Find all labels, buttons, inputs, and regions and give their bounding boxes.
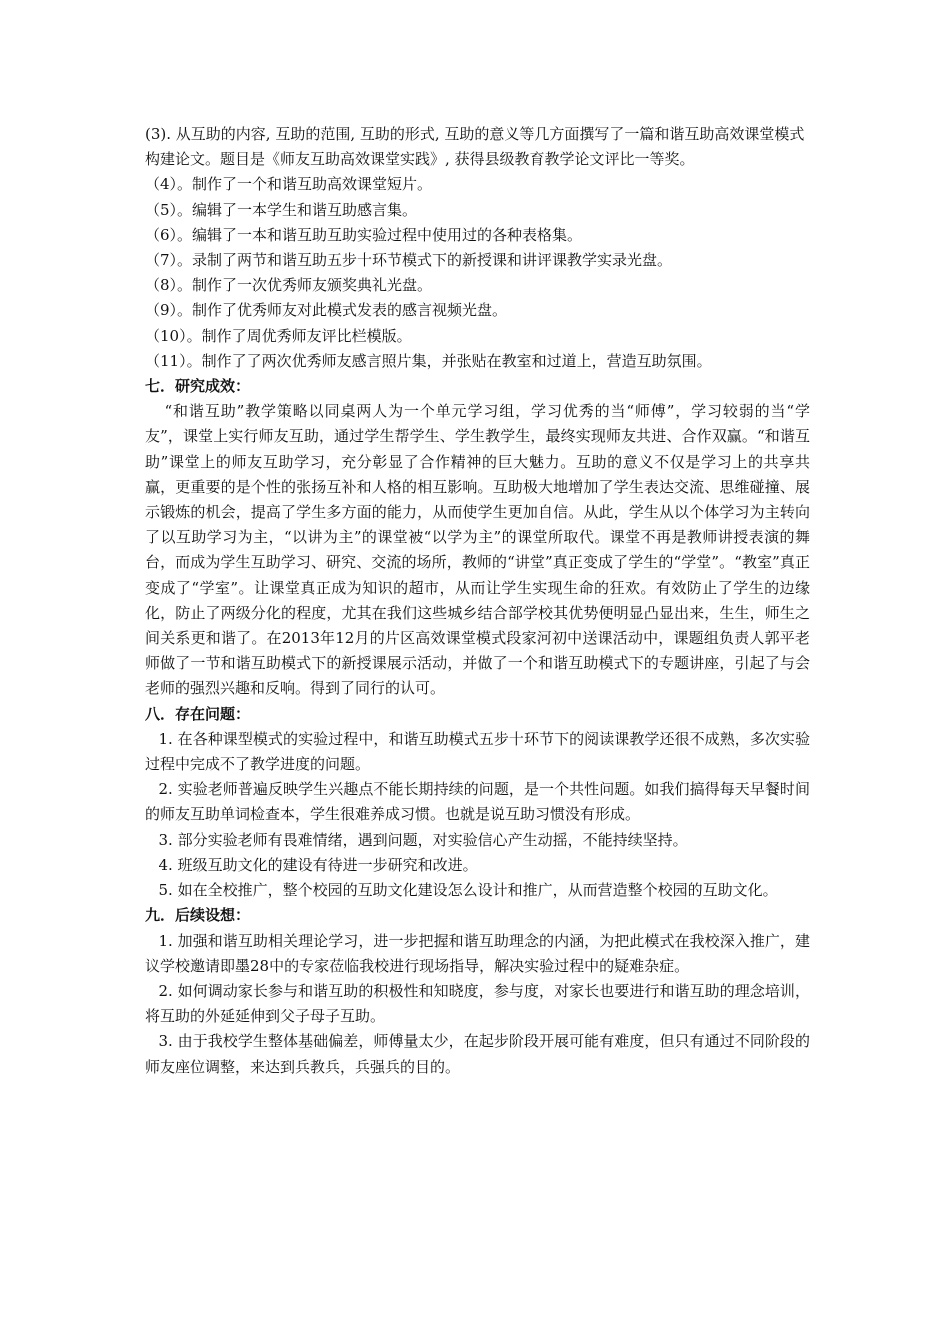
list-item: （10）。制作了周优秀师友评比栏模版。 <box>145 326 412 345</box>
list-item: （7）。录制了两节和谐互助五步十环节模式下的新授课和讲评课教学实录光盘。 <box>145 251 673 270</box>
problem-item: 3. 部分实验老师有畏难情绪，遇到问题，对实验信心产生动摇，不能持续坚持。 <box>158 830 688 849</box>
list-item: (3). 从互助的内容, 互助的范围, 互助的形式, 互助的意义等几方面撰写了一篇和谐互助高效课堂模式构建论文。题目是《师友互助高效课堂实践》, 获得县级教育教学论文评比一等奖。 <box>145 125 805 169</box>
plan-item: 3. 由于我校学生整体基础偏差，师傅量太少，在起步阶段开展可能有难度，但只有通过不同阶段的师友座位调整，来达到兵教兵，兵强兵的目的。 <box>145 1032 810 1076</box>
section-heading-results: 七．研究成效： <box>145 377 251 396</box>
problem-item: 5. 如在全校推广，整个校园的互助文化建设怎么设计和推广，从而营造整个校园的互助文化。 <box>158 881 778 900</box>
document-body <box>145 122 810 1080</box>
achievement-list <box>145 122 810 374</box>
list-item: （11）。制作了了两次优秀师友感言照片集，并张贴在教室和过道上，营造互助氛围。 <box>145 351 712 370</box>
list-item: （9）。制作了优秀师友对此模式发表的感言视频光盘。 <box>145 301 508 320</box>
section-heading-plans: 九．后续设想： <box>145 906 251 925</box>
plan-item: 1. 加强和谐互助相关理论学习，进一步把握和谐互助理念的内涵，为把此模式在我校深入推广，建议学校邀请即墨28中的专家莅临我校进行现场指导，解决实验过程中的疑难杂症。 <box>145 931 810 975</box>
section-heading-problems: 八．存在问题： <box>145 704 251 723</box>
results-paragraph: “和谐互助”教学策略以同桌两人为一个单元学习组，学习优秀的当“师傅”，学习较弱的当“学友”，课堂上实行师友互助，通过学生帮学生、学生教学生，最终实现师友共进、合作双赢。“和谐互助”课堂上的师友互助学习，充分彰显了合作精神的巨大魅力。互助的意义不仅是学习上的共享共赢，更重要的是个性的张扬互补和人格的相互影响。互助极大地增加了学生表达交流、思维碰撞、展示锻炼的机会，提高了学生多方面的能力，从而使学生更加自信。从此，学生从以个体学习为主转向了以互助学习为主，“以讲为主”的课堂被“以学为主”的课堂所取代。课堂不再是教师讲授表演的舞台，而成为学生互助学习、研究、交流的场所，教师的“讲堂”真正变成了学生的“学堂”。“教室”真正变成了“学室”。让课堂真正成为知识的超市，从而让学生实现生命的狂欢。有效防止了学生的边缘化，防止了两级分化的程度，尤其在我们这些城乡结合部学校其优势便明显凸显出来，生生，师生之间关系更和谐了。在2013年12月的片区高效课堂模式段家河初中送课活动中，课题组负责人郭平老师做了一节和谐互助模式下的新授课展示活动，并做了一个和谐互助模式下的专题讲座，引起了与会老师的强烈兴趣和反响。得到了同行的认可。 <box>145 402 810 698</box>
problem-item: 1. 在各种课型模式的实验过程中，和谐互助模式五步十环节下的阅读课教学还很不成熟，多次实验过程中完成不了教学进度的问题。 <box>145 729 810 774</box>
list-item: （5）。编辑了一本学生和谐互助感言集。 <box>145 200 418 219</box>
list-item: （8）。制作了一次优秀师友颁奖典礼光盘。 <box>145 276 433 295</box>
problem-item: 2. 实验老师普遍反映学生兴趣点不能长期持续的问题，是一个共性问题。如我们搞得每天早餐时间的师友互助单词检查本，学生很难养成习惯。也就是说互助习惯没有形成。 <box>145 780 810 824</box>
plan-item: 2. 如何调动家长参与和谐互助的积极性和知晓度，参与度，对家长也要进行和谐互助的理念培训，将互助的外延延伸到父子母子互助。 <box>145 981 810 1026</box>
list-item: （6）。编辑了一本和谐互助互助实验过程中使用过的各种表格集。 <box>145 225 583 244</box>
problem-item: 4. 班级互助文化的建设有待进一步研究和改进。 <box>158 855 478 874</box>
list-item: （4）。制作了一个和谐互助高效课堂短片。 <box>145 175 433 194</box>
